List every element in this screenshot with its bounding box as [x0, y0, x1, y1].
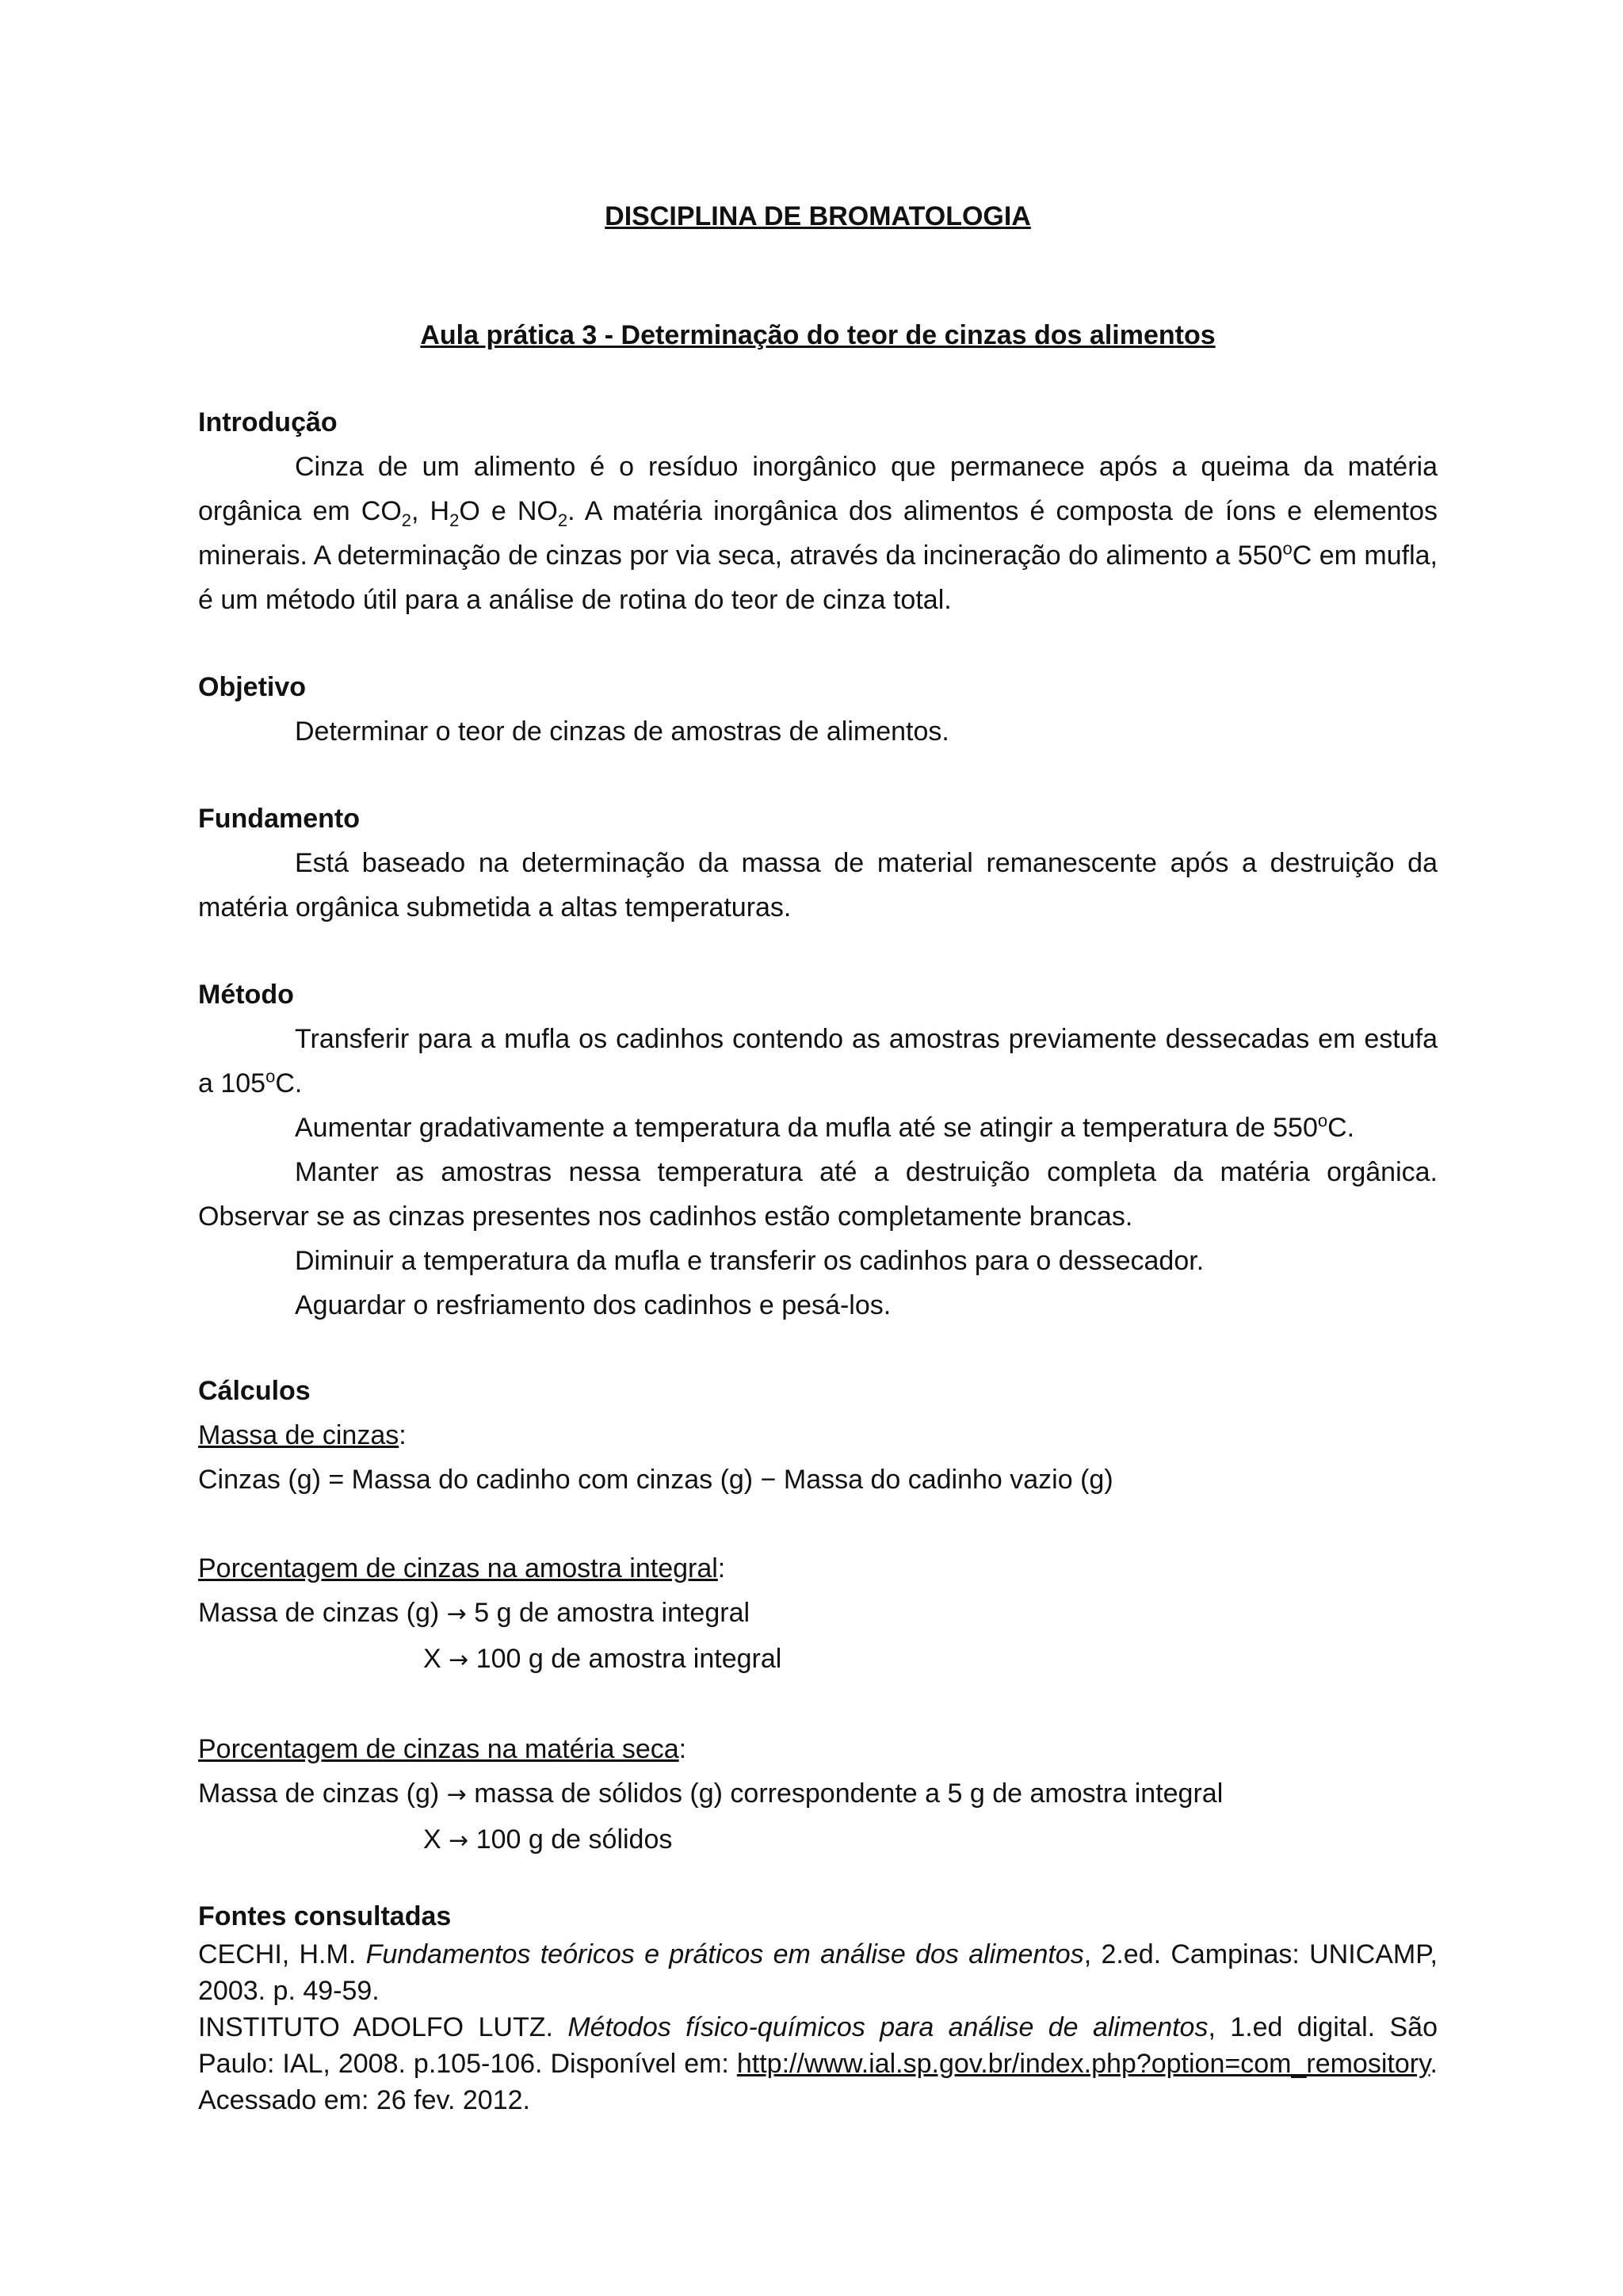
integral-line-2: X → 100 g de amostra integral: [423, 1644, 782, 1674]
sources-section: [198, 1897, 1438, 2118]
intro-section: [198, 400, 1438, 622]
foundation-heading: Fundamento: [198, 804, 360, 834]
discipline-title: DISCIPLINA DE BROMATOLOGIA: [605, 201, 1031, 231]
dry-label-line: Porcentagem de cinzas na matéria seca:: [198, 1734, 687, 1764]
intro-paragraph: Cinza de um alimento é o resíduo inorgânico que permanece após a queima da matéria orgânica em $CO_2$, $H_2O$ e $NO_2$. A matéria inorgânica dos alimentos é composta de íons e elementos minerais. A determinação de cinzas por via seca, através da incineração do alimento a 550$^o$C em mufla, é um método útil para a análise de rotina do teor de cinza total.: [198, 452, 1438, 615]
sources-heading: Fontes consultadas: [198, 1901, 452, 1931]
method-step-3: Manter as amostras nessa temperatura até a destruição completa da matéria orgânica. Observar se as cinzas presentes nos cadinhos estão completamente brancas.: [198, 1157, 1438, 1232]
arrow-icon: →: [446, 1781, 467, 1809]
arrow-icon: →: [449, 1646, 469, 1674]
integral-label: Porcentagem de cinzas na amostra integral: [198, 1553, 718, 1584]
method-step-5: Aguardar o resfriamento dos cadinhos e pesá-los.: [295, 1290, 892, 1320]
method-step-4: Diminuir a temperatura da mufla e transferir os cadinhos para o dessecador.: [295, 1246, 1205, 1276]
foundation-text: Está baseado na determinação da massa de material remanescente após a destruição da matéria orgânica submetida a altas temperaturas.: [198, 848, 1438, 923]
method-section: [198, 972, 1438, 1328]
integral-label-line: Porcentagem de cinzas na amostra integral:: [198, 1553, 726, 1584]
dry-line-2: X → 100 g de sólidos: [423, 1824, 673, 1855]
dry-line-1: Massa de cinzas (g) → massa de sólidos (g) correspondente a 5 g de amostra integral: [198, 1778, 1224, 1809]
intro-heading: Introdução: [198, 407, 338, 437]
calculations-section: [198, 1369, 1438, 1863]
objective-section: [198, 665, 1438, 754]
calculations-heading: Cálculos: [198, 1376, 311, 1406]
objective-heading: Objetivo: [198, 672, 307, 702]
arrow-icon: →: [446, 1600, 467, 1628]
reference-1: CECHI, H.M. Fundamentos teóricos e práticos em análise dos alimentos, 2.ed. Campinas: UNICAMP, 2003. p. 49-59.: [198, 1939, 1438, 2006]
method-step-1: Transferir para a mufla os cadinhos contendo as amostras previamente dessecadas em estufa a 105$^o$C.: [198, 1024, 1438, 1098]
lesson-title: Aula prática 3 - Determinação do teor de cinzas dos alimentos: [420, 320, 1216, 350]
method-heading: Método: [198, 980, 294, 1010]
reference-2: INSTITUTO ADOLFO LUTZ. Métodos físico-químicos para análise de alimentos, 1.ed digital. São Paulo: IAL, 2008. p.105-106. Disponível em: http://www.ial.sp.gov.br/index.php?option=com_remository. Acessado em: 26 fev. 2012.: [198, 2012, 1438, 2115]
mass-label: Massa de cinzas: [198, 1420, 399, 1450]
mass-label-line: Massa de cinzas:: [198, 1420, 407, 1450]
arrow-icon: →: [449, 1827, 469, 1855]
mass-formula: Cinzas (g) = Massa do cadinho com cinzas (g) − Massa do cadinho vazio (g): [198, 1465, 1113, 1495]
method-step-2: Aumentar gradativamente a temperatura da mufla até se atingir a temperatura de 550$^o$C.: [295, 1110, 1355, 1143]
dry-label: Porcentagem de cinzas na matéria seca: [198, 1734, 679, 1764]
reference-link[interactable]: http://www.ial.sp.gov.br/index.php?option=com_remository: [736, 2049, 1430, 2079]
objective-text: Determinar o teor de cinzas de amostras de alimentos.: [295, 716, 949, 747]
integral-line-1: Massa de cinzas (g) → 5 g de amostra integral: [198, 1598, 750, 1628]
foundation-section: [198, 797, 1438, 930]
